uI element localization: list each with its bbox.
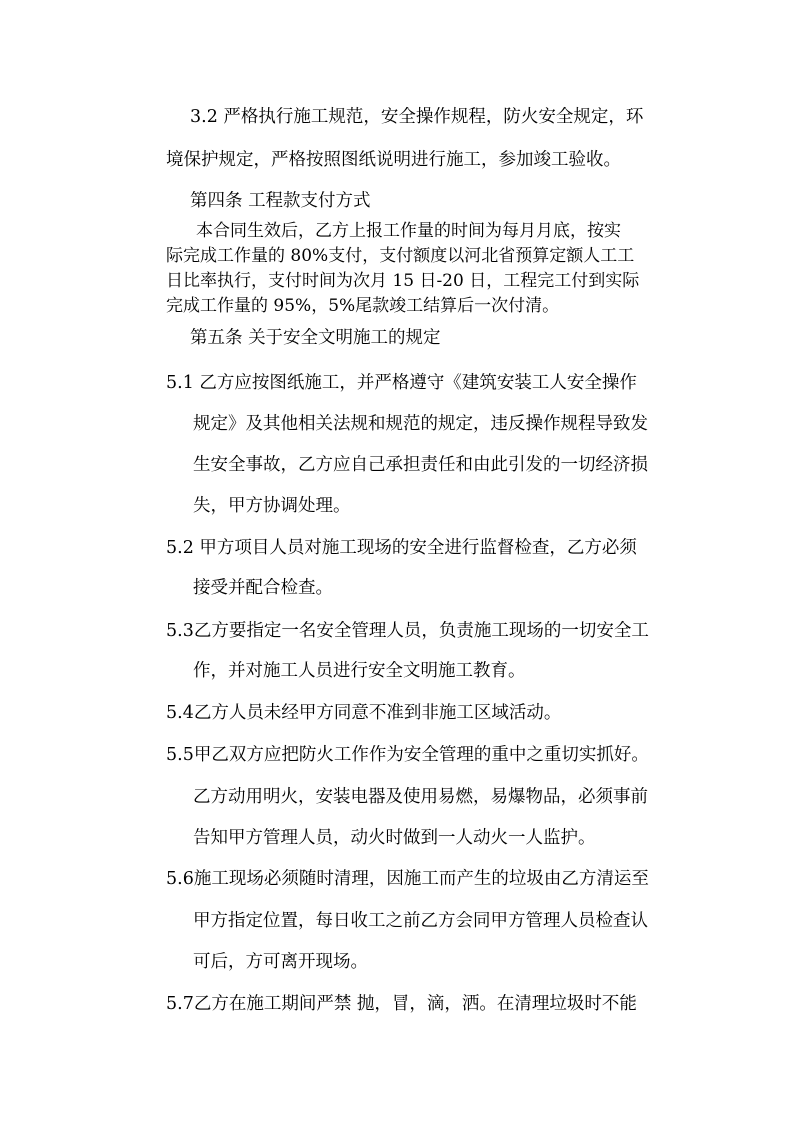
clause-5-6-line-1: 5.6施工现场必须随时清理，因施工而产生的垃圾由乙方清运至 (166, 869, 649, 889)
clause-5-5-line-2: 乙方动用明火，安装电器及使用易燃，易爆物品，必须事前 (193, 787, 648, 807)
clause-5-6-line-3: 可后，方可离开现场。 (193, 952, 368, 972)
article-4-line-2: 际完成工作量的 80%支付，支付额度以河北省预算定额人工工 (166, 246, 635, 266)
clause-5-1-line-3: 生安全事故，乙方应自己承担责任和由此引发的一切经济损 (193, 455, 648, 475)
article-4-line-4: 完成工作量的 95%，5%尾款竣工结算后一次付清。 (166, 296, 560, 316)
clause-5-4-line-1: 5.4乙方人员未经甲方同意不准到非施工区域活动。 (166, 703, 562, 723)
clause-5-3-line-2: 作，并对施工人员进行安全文明施工教育。 (193, 661, 526, 681)
clause-5-3-line-1: 5.3乙方要指定一名安全管理人员，负责施工现场的一切安全工 (166, 621, 649, 641)
clause-5-5-line-1: 5.5甲乙双方应把防火工作作为安全管理的重中之重切实抓好。 (166, 745, 649, 765)
article-4-line-3: 日比率执行，支付时间为次月 15 日-20 日，工程完工付到实际 (166, 271, 640, 291)
clause-5-1-line-2: 规定》及其他相关法规和规范的规定，违反操作规程导致发 (193, 414, 648, 434)
clause-5-5-line-3: 告知甲方管理人员，动火时做到一人动火一人监护。 (193, 828, 596, 848)
clause-5-2-line-2: 接受并配合检查。 (193, 578, 333, 598)
article-5-heading: 第五条 关于安全文明施工的规定 (190, 328, 441, 348)
clause-5-7-line-1: 5.7乙方在施工期间严禁 抛，冒，滴，洒。在清理垃圾时不能 (166, 994, 637, 1014)
article-4-line-1: 本合同生效后，乙方上报工作量的时间为每月月底，按实 (196, 221, 621, 241)
clause-5-2-line-1: 5.2 甲方项目人员对施工现场的安全进行监督检查，乙方必须 (166, 538, 637, 558)
clause-3-2-line-2: 境保护规定，严格按照图纸说明进行施工，参加竣工验收。 (166, 150, 621, 170)
article-4-heading: 第四条 工程款支付方式 (190, 191, 371, 211)
clause-5-1-line-1: 5.1 乙方应按图纸施工，并严格遵守《建筑安装工人安全操作 (166, 373, 637, 393)
clause-3-2-line-1: 3.2 严格执行施工规范，安全操作规程，防火安全规定，环 (190, 107, 644, 127)
clause-5-6-line-2: 甲方指定位置，每日收工之前乙方会同甲方管理人员检查认 (193, 911, 648, 931)
clause-5-1-line-4: 失，甲方协调处理。 (193, 496, 351, 516)
